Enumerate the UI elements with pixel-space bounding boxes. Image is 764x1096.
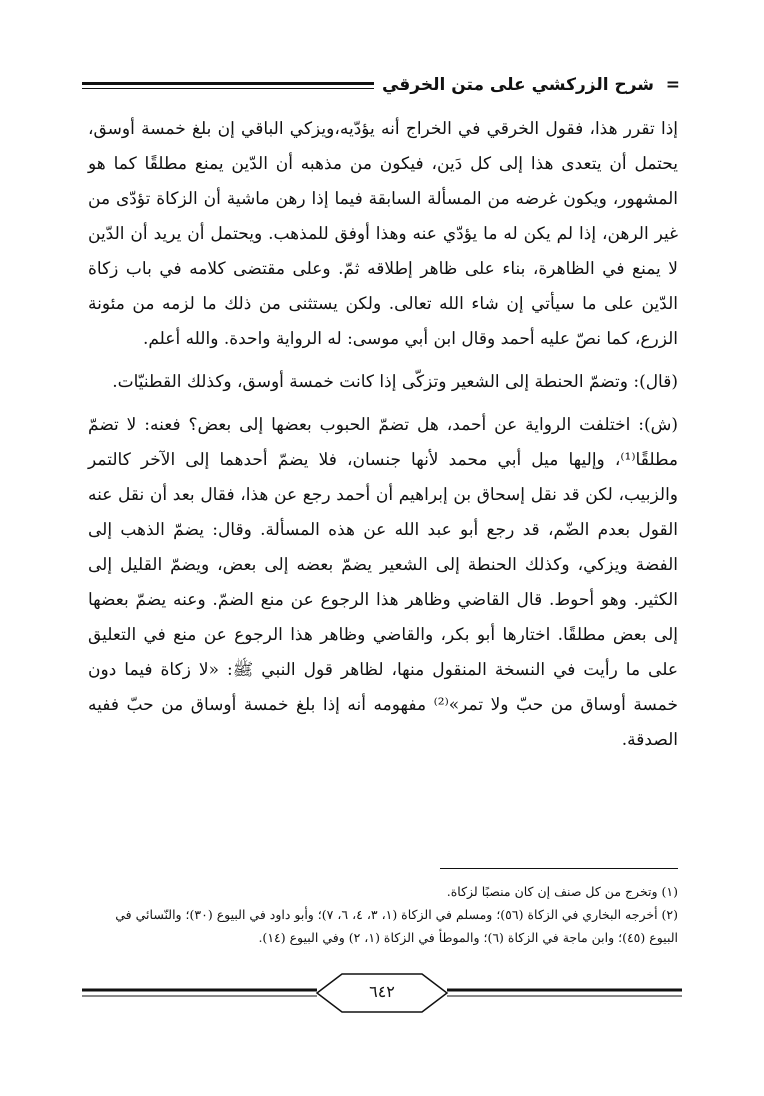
page-number: ٦٤٢: [369, 982, 395, 1001]
footnote-separator: [440, 868, 678, 869]
footnotes: [88, 880, 678, 949]
paragraph-3: (ش): اختلفت الرواية عن أحمد، هل تضمّ الحبوب بعضها إلى بعض؟ فعنه: لا تضمّ مطلقًا⁽¹⁾، وإليها ميل أبي محمد لأنها جنسان، فلا يضمّ أحدهما إلى الآخر كالتمر والزبيب، لكن قد نقل إسحاق بن إبراهيم أن أحمد رجع عن هذا، فقال بعد أن نقل عنه القول بعدم الضّم، قد رجع أبو عبد الله عن هذه المسألة. وقال: يضمّ الذهب إلى الفضة ويزكي، وكذلك الحنطة إلى الشعير يضمّ بعضه إلى بعض، ويضمّ القليل إلى الكثير. وهو أحوط. قال القاضي وظاهر هذا الرجوع عن منع الضمّ. وعنه يضمّ بعضها إلى بعض مطلقًا. اختارها أبو بكر، والقاضي وظاهر هذا الرجوع عن منع في التعليق على ما رأيت في النسخة المنقول منها، لظاهر قول النبي ﷺ: «لا زكاة فيما دون خمسة أوساق من حبّ ولا تمر»⁽²⁾ مفهومه أنه إذا بلغ خمسة أوساق من حبّ ففيه الصدقة.: [88, 415, 678, 750]
running-title: شرح الزركشي على متن الخرقي: [374, 74, 654, 96]
paragraph-spacer: [88, 400, 678, 408]
paragraph-1: إذا تقرر هذا، فقول الخرقي في الخراج أنه يؤدّيه،ويزكي الباقي إن بلغ خمسة أوسق، يحتمل أن يتعدى هذا إلى كل دَين، فيكون من مذهبه أن الدّين يمنع مطلقًا كما هو المشهور، ويكون غرضه من المسألة السابقة فيما إذا رهن ماشية أن الزكاة تؤدّى من غير الرهن، إذا لم يكن له ما يؤدّي عنه وهذا أوفق للمذهب. ويحتمل أن يريد أن الدّين لا يمنع في الظاهرة، بناء على ظاهر إطلاقه ثمّ. وعلى مقتضى كلامه في باب زكاة الدّين على ما سيأتي إن شاء الله تعالى. ولكن يستثنى من ذلك ما لزمه من مئونة الزرع، كما نصّ عليه أحمد وقال ابن أبي موسى: له الرواية واحدة. والله أعلم.: [88, 119, 678, 349]
main-text: [88, 112, 678, 758]
header-mark: =: [665, 75, 680, 95]
paragraph-2: (قال): وتضمّ الحنطة إلى الشعير وتزكّى إذا كانت خمسة أوسق، وكذلك القطنيّات.: [112, 372, 678, 392]
page-footer: [82, 970, 682, 1018]
footnote-2: (٢) أخرجه البخاري في الزكاة (٥٦)؛ ومسلم في الزكاة (١، ٣، ٤، ٦، ٧)؛ وأبو داود في البيوع (٣٠)؛ والنّسائي في البيوع (٤٥)؛ وابن ماجة في الزكاة (٦)؛ والموطأ في الزكاة (١، ٢) وفي البيوع (١٤).: [115, 907, 678, 945]
footnote-1: (١) وتخرج من كل صنف إن كان منصبًا لزكاة.: [446, 884, 678, 899]
running-header: [82, 72, 680, 100]
paragraph-spacer: [88, 357, 678, 365]
